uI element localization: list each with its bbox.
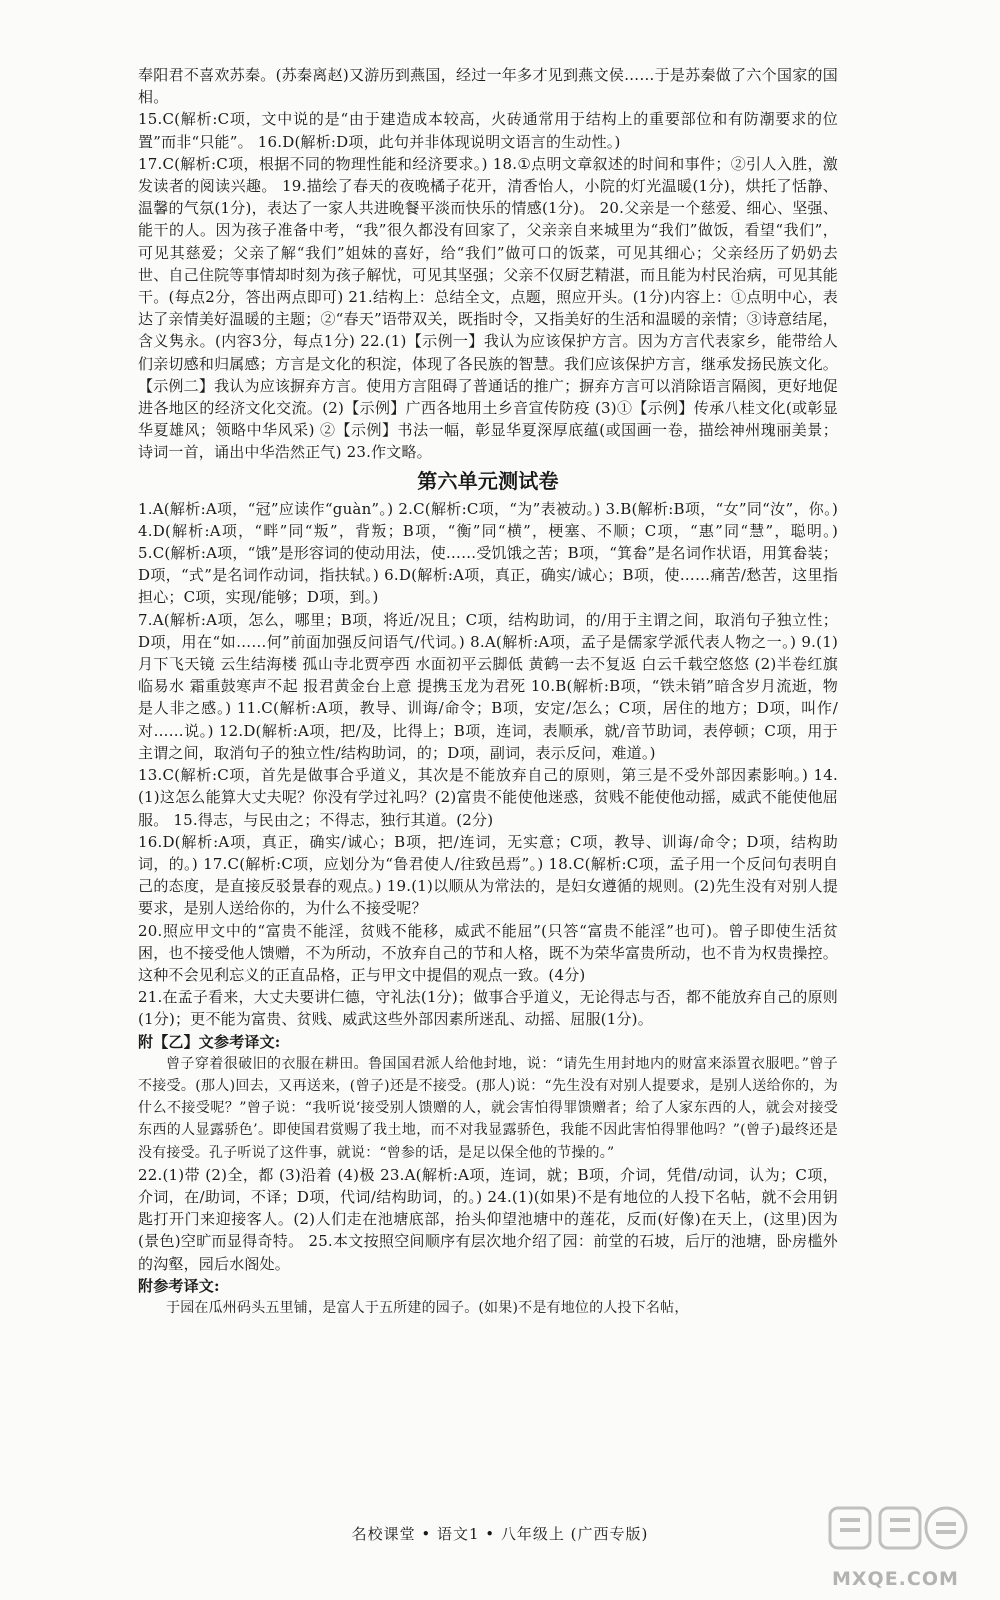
paragraph: 7.A(解析:A项，怎么，哪里；B项，将近/况且；C项，结构助词，的/用于主谓之间，取消句子独立性；D项，用在“如……何”前面加强反问语气/代词。) 8.A(解析:A项，孟子是儒家学派代表人物之一。) 9.(1)月下飞天镜 云生结海楼 孤山寺北贾亭西 水面初平云脚低 黄鹤一去不复返 白云千载空悠悠 (2)半卷红旗临易水 霜重鼓寒声不起 报君黄金台上意 提携玉龙为君死 10.B(解析:B项，“铁未销”暗含岁月流逝，物是人非之感。) 11.C(解析:A项，教导、训诲/命令；B项，安定/怎么；C项，居住的地方；D项，叫作/对……说。) 12.D(解析:A项，把/及，比得上；B项，连词，表顺承，就/音节助词，表停顿；C项，用于主谓之间，取消句子的独立性/结构助词，的；D项，副词，表示反问，难道。): [138, 610, 838, 762]
answer-key-content: [138, 64, 838, 1319]
paragraph: 15.C(解析:C项，文中说的是“由于建造成本较高，火砖通常用于结构上的重要部位和有防潮要求的位置”而非“只能”。 16.D(解析:D项，此句并非体现说明文语言的生动性。): [138, 110, 838, 151]
appendix-heading: 附【乙】文参考译文:: [138, 1032, 281, 1051]
paragraph: 1.A(解析:A项，“冠”应读作“guàn”。) 2.C(解析:C项，“为”表被动。) 3.B(解析:B项，“女”同“汝”，你。) 4.D(解析:A项，“畔”同“叛”，背叛；B项，“衡”同“横”，梗塞、不顺；C项，“惠”同“慧”，聪明。) 5.C(解析:A项，“饿”是形容词的使动用法，使……受饥饿之苦；B项，“箕畚”是名词作状语，用箕畚装；D项，“式”是名词作动词，指扶轼。) 6.D(解析:A项，真正，确实/诚心；B项，使……痛苦/愁苦，这里指担心；C项，实现/能够；D项，到。): [138, 499, 838, 607]
paragraph: 22.(1)带 (2)全，都 (3)沿着 (4)极 23.A(解析:A项，连词，就；B项，介词，凭借/动词，认为；C项，介词，在/助词，不译；D项，代词/结构助词，的。) 24.(1)(如果)不是有地位的人投下名帖，就不会用钥匙打开门来迎接客人。(2)人们走在池塘底部，抬头仰望池塘中的莲花，反而(好像)在天上，(这里)因为(景色)空旷而显得奇特。 25.本文按照空间顺序有层次地介绍了园：前堂的石坡，后厅的池塘，卧房槛外的沟壑，园后水阁处。: [138, 1165, 838, 1273]
paragraph: 16.D(解析:A项，真正，确实/诚心；B项，把/连词，无实意；C项，教导、训诲/命令；D项，结构助词，的。) 17.C(解析:C项，应划分为“鲁君使人/往致邑焉”。) 18.C(解析:C项，孟子用一个反问句表明自己的态度，是直接反驳景春的观点。) 19.(1)以顺从为常法的，是妇女遵循的规则。(2)先生没有对别人提要求，是别人送给你的，为什么不接受呢？: [138, 832, 838, 918]
section-title: 第六单元测试卷: [417, 468, 559, 493]
reference-translation: 曾子穿着很破旧的衣服在耕田。鲁国国君派人给他封地，说：“请先生用封地内的财富来添置衣服吧。”曾子不接受。(那人)回去，又再送来，(曾子)还是不接受。(那人)说：“先生没有对别人提要求，是别人送给你的，为什么不接受呢？”曾子说：“我听说‘接受别人馈赠的人，就会害怕得罪馈赠者；给了人家东西的人，就会对接受东西的人显露骄色’。即使国君赏赐了我土地，而不对我显露骄色，我能不因此害怕得罪他吗？”(曾子)最终还是没有接受。孔子听说了这件事，就说：“曾参的话，是足以保全他的节操的。”: [138, 1055, 838, 1161]
reference-translation: 于园在瓜州码头五里铺，是富人于五所建的园子。(如果)不是有地位的人投下名帖，: [166, 1299, 689, 1316]
paragraph: 奉阳君不喜欢苏秦。(苏秦离赵)又游历到燕国，经过一年多才见到燕文侯……于是苏秦做了六个国家的国相。: [138, 66, 838, 107]
paragraph: 20.照应甲文中的“富贵不能淫，贫贱不能移，威武不能屈”(只答“富贵不能淫”也可)。曾子即使生活贫困，也不接受他人馈赠，不为所动，不放弃自己的节和人格，既不为荣华富贵所动，也不肯为权贵操控。这种不会见利忘义的正直品格，正与甲文中提倡的观点一致。(4分): [138, 921, 838, 984]
appendix-heading: 附参考译文:: [138, 1276, 220, 1295]
paragraph: 13.C(解析:C项，首先是做事合乎道义，其次是不能放弃自己的原则，第三是不受外部因素影响。) 14.(1)这怎么能算大丈夫呢？你没有学过礼吗？(2)富贵不能使他迷惑，贫贱不能使他动摇，威武不能使他屈服。 15.得志，与民由之；不得志，独行其道。(2分): [138, 766, 838, 829]
page-footer: 名校课堂 • 语文1 • 八年级上 (广西专版): [351, 1525, 649, 1543]
paragraph: 21.在孟子看来，大丈夫要讲仁德，守礼法(1分)；做事合乎道义，无论得志与否，都不能放弃自己的原则(1分)；更不能为富贵、贫贱、威武这些外部因素所迷乱、动摇、屈服(1分)。: [138, 988, 838, 1029]
paragraph: 17.C(解析:C项，根据不同的物理性能和经济要求。) 18.①点明文章叙述的时间和事件；②引人入胜，激发读者的阅读兴趣。 19.描绘了春天的夜晚橘子花开，清香怡人，小院的灯光温暖(1分)，烘托了恬静、温馨的气氛(1分)，表达了一家人共进晚餐平淡而快乐的情感(1分)。 20.父亲是一个慈爱、细心、坚强、能干的人。因为孩子准备中考，“我”很久都没有回家了，父亲亲自来城里为“我们”做饭，看望“我们”，可见其慈爱；父亲了解“我们”姐妹的喜好，给“我们”做可口的饭菜，可见其细心；父亲经历了奶奶去世、自己住院等事情却时刻为孩子解忧，可见其坚强；父亲不仅厨艺精湛，而且能为村民治病，可见其能干。(每点2分，答出两点即可) 21.结构上：总结全文，点题，照应开头。(1分)内容上：①点明中心，表达了亲情美好温暖的主题；②“春天”语带双关，既指时令，又指美好的生活和温暖的亲情；③诗意结尾，含义隽永。(内容3分，每点1分) 22.(1)【示例一】我认为应该保护方言。因为方言代表家乡，能带给人们亲切感和归属感；方言是文化的积淀，体现了各民族的智慧。我们应该保护方言，继承发扬民族文化。【示例二】我认为应该摒弃方言。使用方言阻碍了普通话的推广；摒弃方言可以消除语言隔阂，更好地促进各地区的经济文化交流。(2)【示例】广西各地用土乡音宣传防疫 (3)①【示例】传承八桂文化(或彰显华夏雄风；领略中华风采) ②【示例】书法一幅，彰显华夏深厚底蕴(或国画一卷，描绘神州瑰丽美景；诗词一首，诵出中华浩然正气) 23.作文略。: [138, 154, 838, 462]
watermark-text: MXQE.COM: [832, 1568, 959, 1590]
